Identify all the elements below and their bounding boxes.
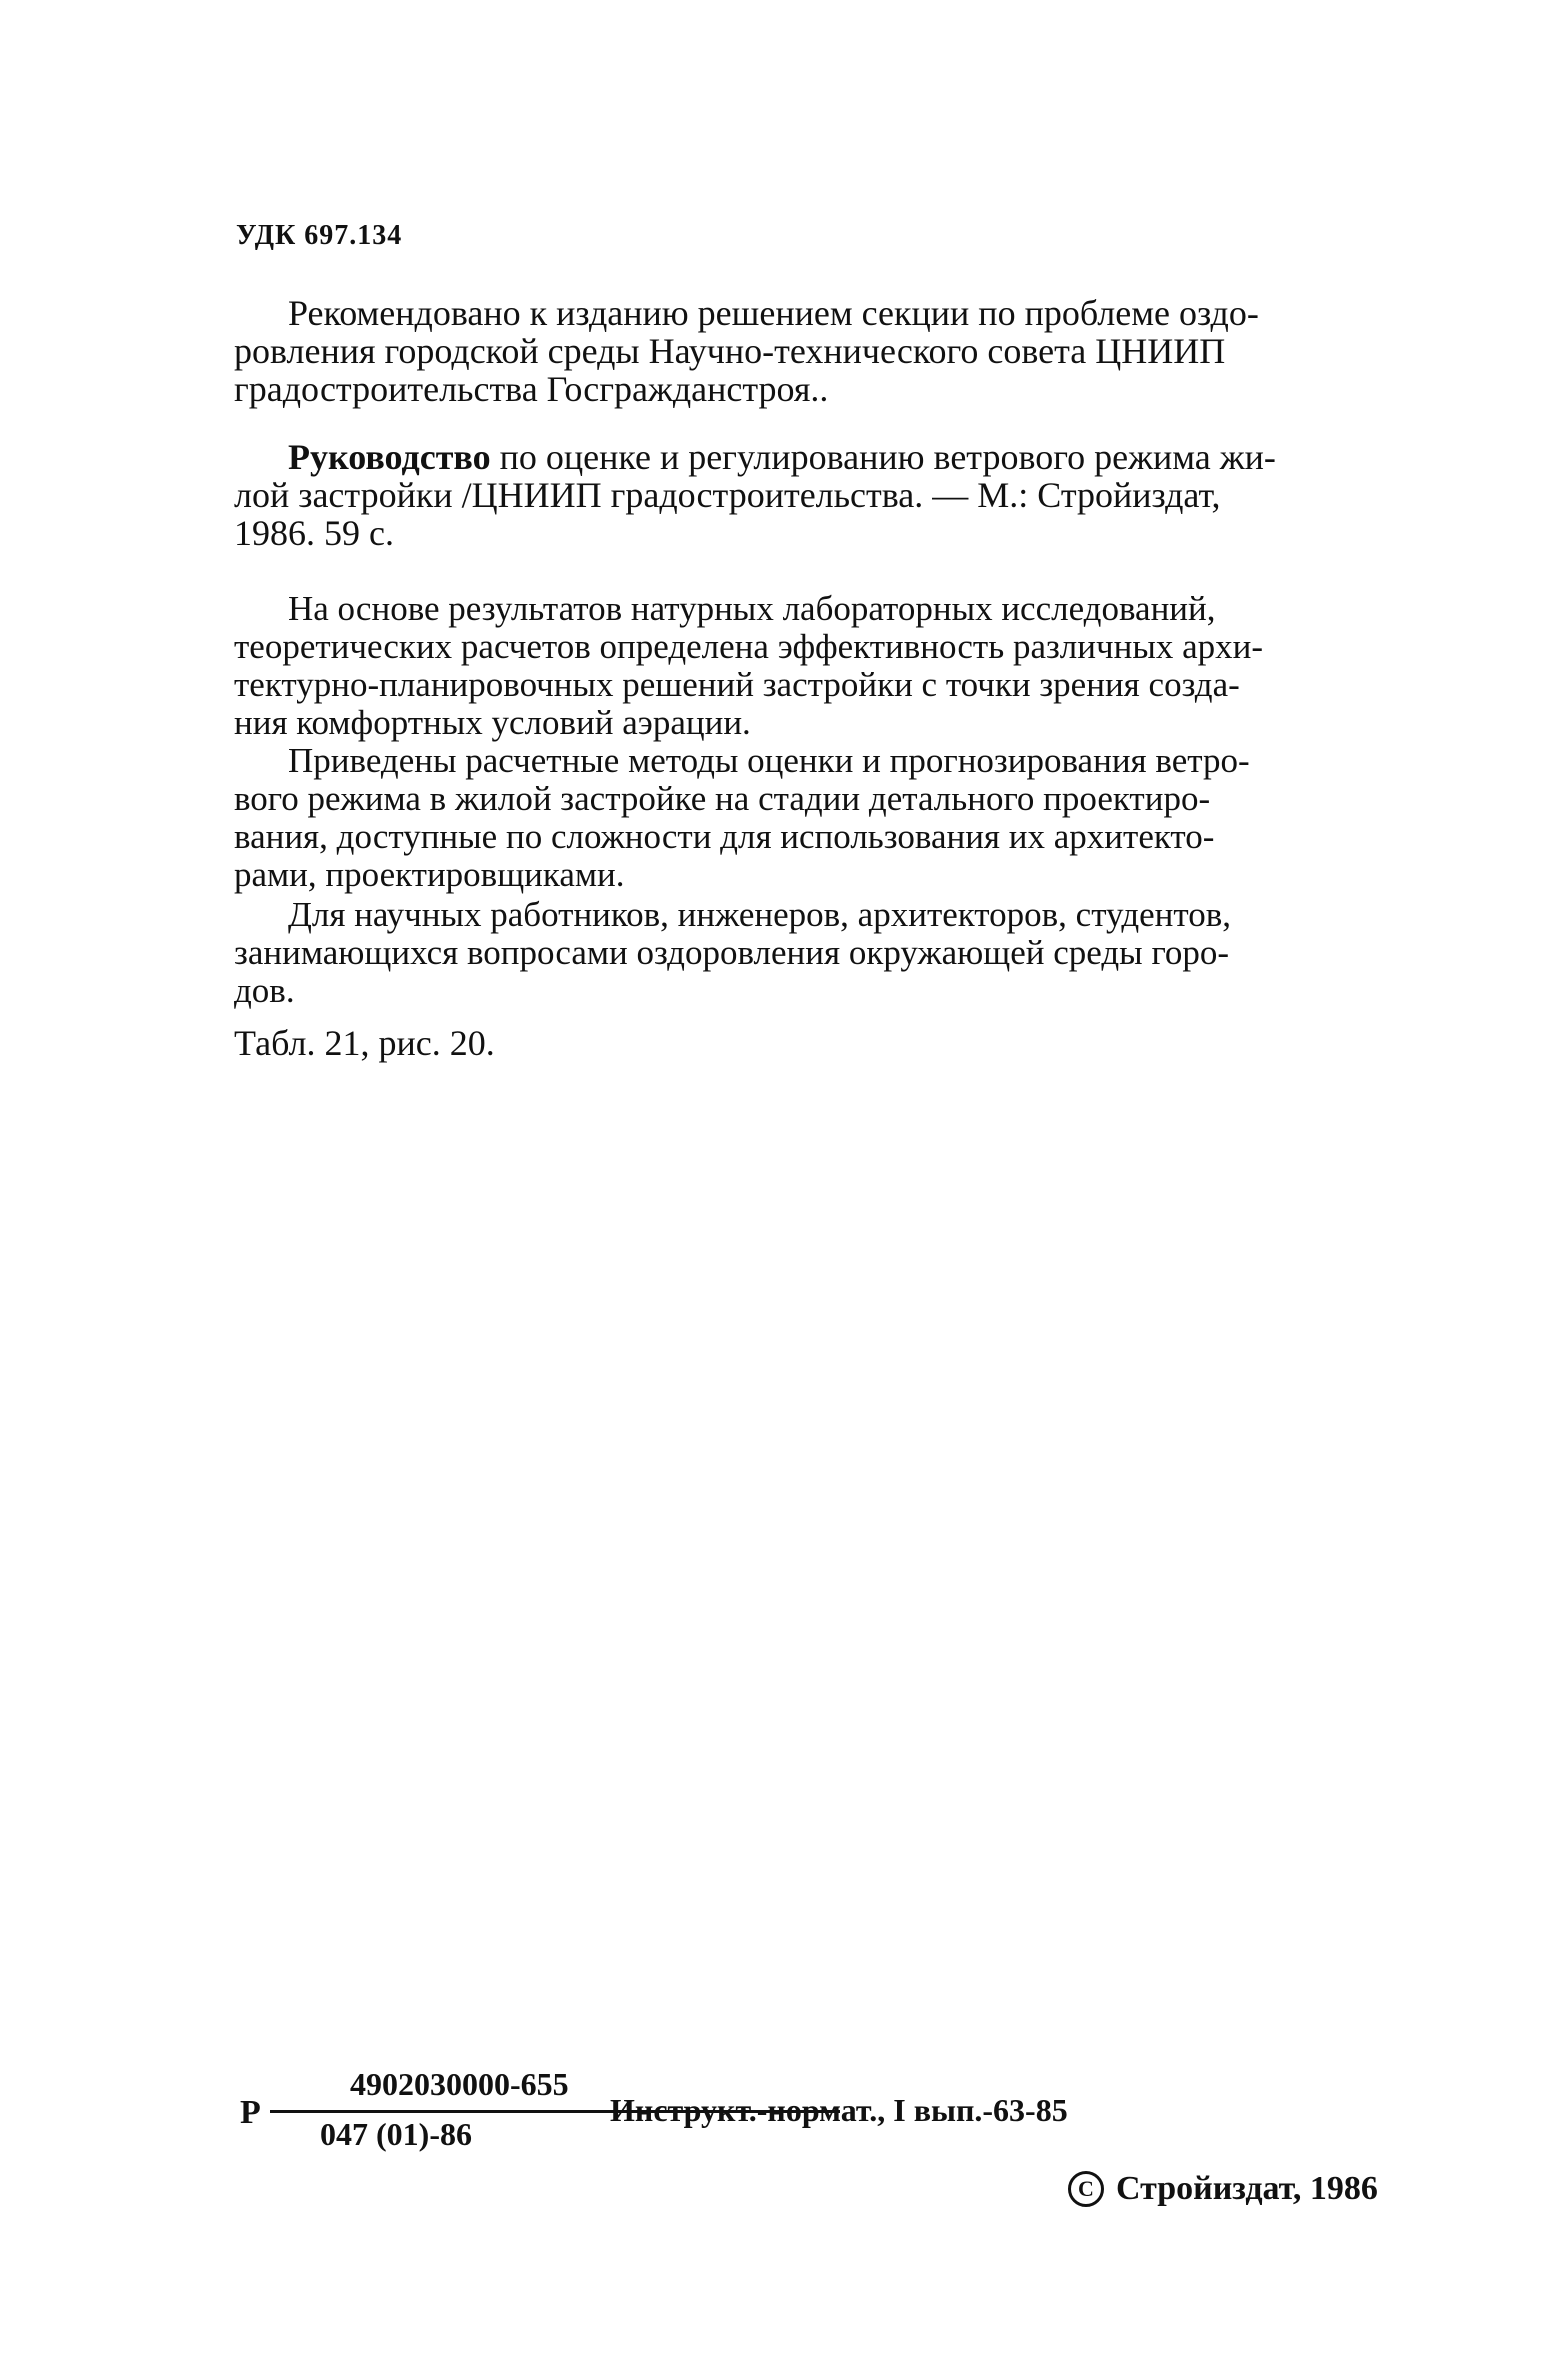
- citation-line1-rest: по оценке и регулированию ветрового режима жи-: [490, 437, 1276, 477]
- copyright-text: Стройиздат, 1986: [1116, 2170, 1378, 2207]
- abstract-line: тектурно-планировочных решений застройки с точки зрения созда-: [234, 665, 1240, 704]
- abstract-line: дов.: [234, 971, 295, 1010]
- index-tail: Инструкт.-нормат., I вып.-63-85: [610, 2092, 1068, 2128]
- abstract-line: На основе результатов натурных лабораторных исследований,: [288, 589, 1216, 628]
- bibliographic-citation: [234, 438, 1446, 552]
- abstract-paragraph-1: [234, 590, 1446, 742]
- citation-line: 1986. 59 с.: [234, 513, 394, 553]
- citation-line: [234, 438, 1446, 476]
- abstract-paragraph-3: [234, 896, 1446, 1010]
- recommendation-line: градостроительства Госгражданстроя..: [234, 369, 829, 409]
- tables-figures-count: Табл. 21, рис. 20.: [234, 1023, 495, 1063]
- abstract-paragraph-2: [234, 742, 1446, 894]
- citation-line: лой застройки /ЦНИИП градостроительства. — М.: Стройиздат,: [234, 475, 1221, 515]
- index-denominator: 047 (01)-86: [320, 2116, 472, 2152]
- abstract-line: вания, доступные по сложности для использования их архитекто-: [234, 817, 1215, 856]
- recommendation-note: [234, 294, 1446, 408]
- udk-code: УДК 697.134: [236, 220, 403, 251]
- recommendation-line: ровления городской среды Научно-технического совета ЦНИИП: [234, 331, 1226, 371]
- abstract-line: ния комфортных условий аэрации.: [234, 703, 751, 742]
- abstract-line: рами, проектировщиками.: [234, 855, 625, 894]
- abstract-line: Приведены расчетные методы оценки и прогнозирования ветро-: [288, 741, 1250, 780]
- citation-title-word: Руководство: [288, 437, 491, 477]
- abstract-line: теоретических расчетов определена эффективность различных архи-: [234, 627, 1264, 666]
- abstract-line: Для научных работников, инженеров, архитекторов, студентов,: [288, 895, 1232, 934]
- publication-index-code: [240, 2060, 1240, 2170]
- copyright-line: [1068, 2170, 1378, 2208]
- recommendation-line: Рекомендовано к изданию решением секции по проблеме оздо-: [288, 293, 1259, 333]
- abstract-line: вого режима в жилой застройке на стадии детального проектиро-: [234, 779, 1211, 818]
- copyright-icon: C: [1068, 2171, 1104, 2207]
- index-letter: Р: [240, 2094, 261, 2131]
- abstract-line: занимающихся вопросами оздоровления окружающей среды горо-: [234, 933, 1230, 972]
- index-numerator: 4902030000-655: [350, 2066, 569, 2102]
